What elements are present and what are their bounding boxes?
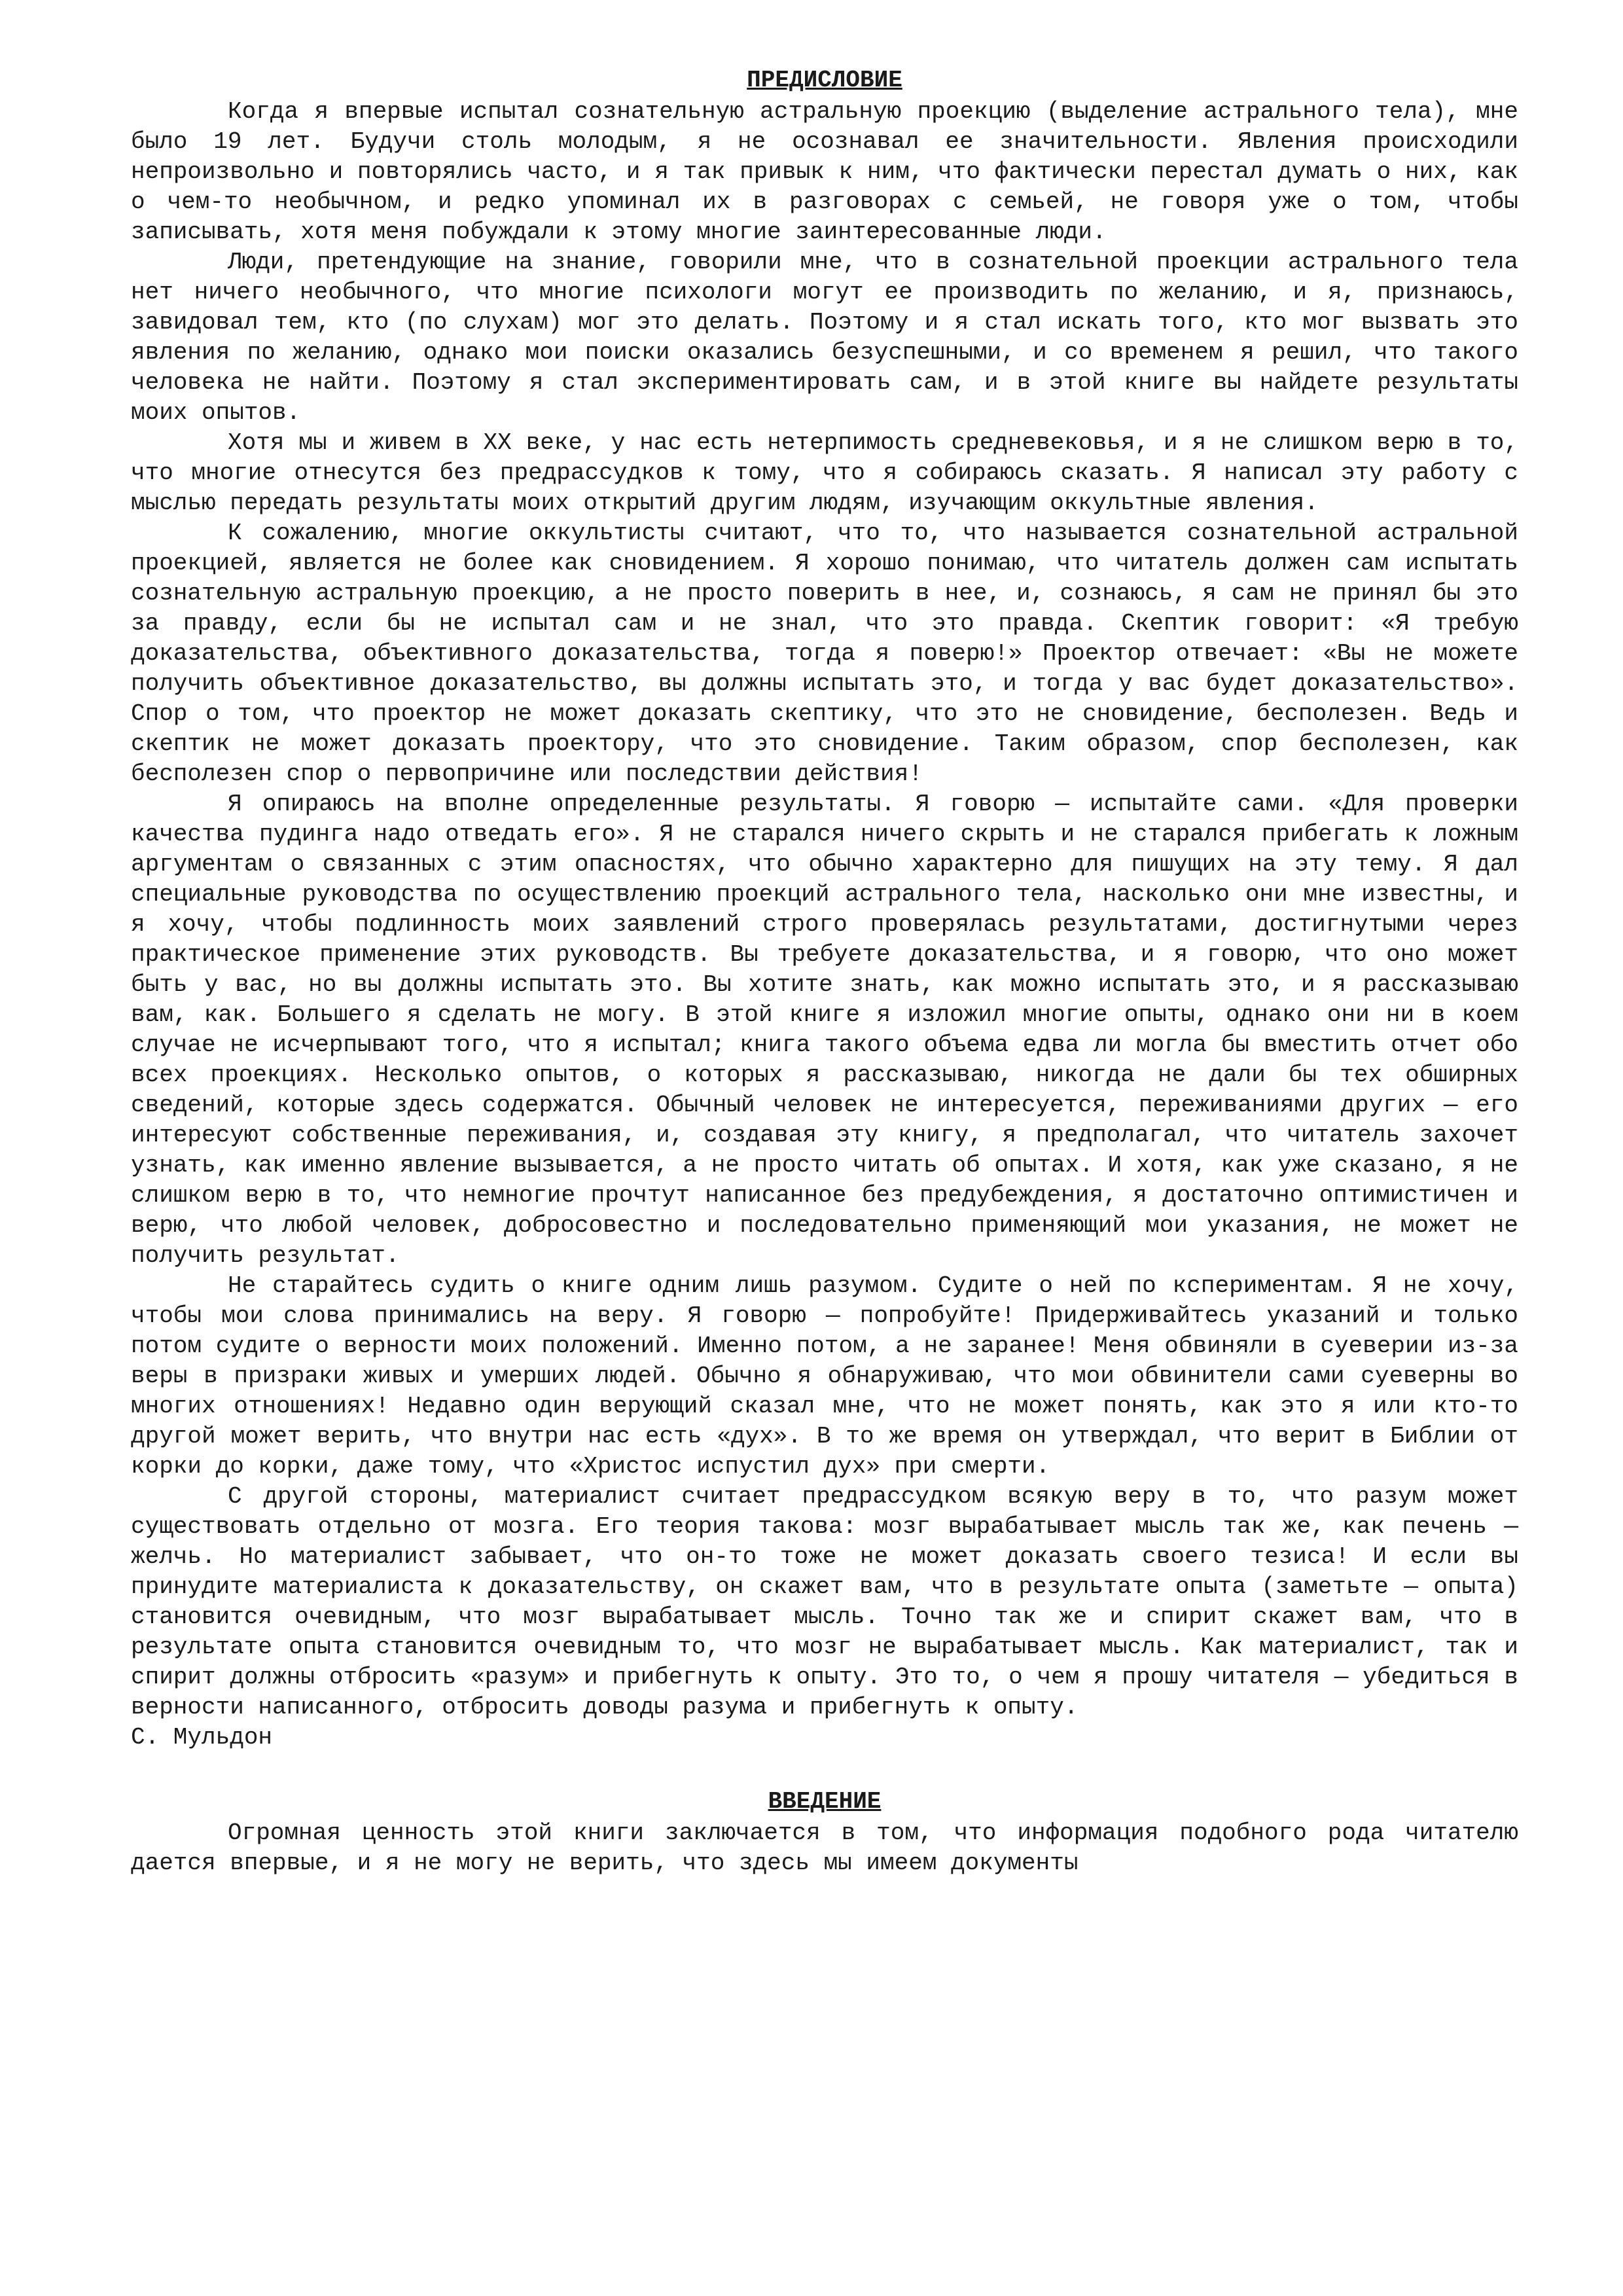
document-page xyxy=(131,65,1518,1878)
preface-paragraph-6: Не старайтесь судить о книге одним лишь разумом. Судите о ней по кспериментам. Я не хочу, чтобы мои слова принимались на веру. Я говорю — попробуйте! Придерживайтесь указаний и только потом судите о верности моих положений. Именно потом, а не заранее! Меня обвиняли в суеверии из-за веры в призраки живых и умерших людей. Обычно я обнаруживаю, что мои обвинители сами суеверны во многих отношениях! Недавно один верующий сказал мне, что не может понять, как это я или кто-то другой может верить, что внутри нас есть «дух». В то же время он утверждал, что верит в Библии от корки до корки, даже тому, что «Христос испустил дух» при смерти. xyxy=(131,1272,1518,1480)
introduction-paragraph-1: Огромная ценность этой книги заключается в том, что информация подобного рода читателю дается впервые, и я не могу не верить, что здесь мы имеем документы xyxy=(131,1820,1518,1876)
preface-paragraph-3: Хотя мы и живем в XX веке, у нас есть нетерпимость средневековья, и я не слишком верю в то, что многие отнесутся без предрассудков к тому, что я собираюсь сказать. Я написал эту работу с мыслью передать результаты моих открытий другим людям, изучающим оккультные явления. xyxy=(131,429,1518,516)
preface-paragraph-4: К сожалению, многие оккультисты считают, что то, что называется сознательной астральной проекцией, является не более как сновидением. Я хорошо понимаю, что читатель должен сам испытать сознательную астральную проекцию, а не просто поверить в нее, и, сознаюсь, я сам не принял бы это за правду, если бы не испытал сам и не знал, что это правда. Скептик говорит: «Я требую доказательства, объективного доказательства, тогда я поверю!» Проектор отвечает: «Вы не можете получить объективное доказательство, вы должны испытать это, и тогда у вас будет доказательство». Спор о том, что проектор не может доказать скептику, что это не сновидение, бесполезен. Ведь и скептик не может доказать проектору, что это сновидение. Таким образом, спор бесполезен, как бесполезен спор о первопричине или последствии действия! xyxy=(131,520,1518,787)
preface-paragraph-1: Когда я впервые испытал сознательную астральную проекцию (выделение астрального тела), мне было 19 лет. Будучи столь молодым, я не осознавал ее значительности. Явления происходили непроизвольно и повторялись часто, и я так привык к ним, что фактически перестал думать о них, как о чем-то необычном, и редко упоминал их в разговорах с семьей, не говоря уже о том, чтобы записывать, хотя меня побуждали к этому многие заинтересованные люди. xyxy=(131,98,1518,245)
preface-paragraph-2: Люди, претендующие на знание, говорили мне, что в сознательной проекции астрального тела нет ничего необычного, что многие психологи могут ее производить по желанию, и я, признаюсь, завидовал тем, кто (по слухам) мог это делать. Поэтому и я стал искать того, кто мог вызвать это явления по желанию, однако мои поиски оказались безуспешными, и со временем я решил, что такого человека не найти. Поэтому я стал экспериментировать сам, и в этой книге вы найдете результаты моих опытов. xyxy=(131,249,1518,426)
introduction-heading: ВВЕДЕНИЕ xyxy=(768,1788,882,1815)
preface-paragraph-5: Я опираюсь на вполне определенные результаты. Я говорю — испытайте сами. «Для проверки качества пудинга надо отведать его». Я не старался ничего скрыть и не старался прибегать к ложным аргументам о связанных с этим опасностях, что обычно характерно для пишущих на эту тему. Я дал специальные руководства по осуществлению проекций астрального тела, насколько они мне известны, и я хочу, чтобы подлинность моих заявлений строго проверялась результатами, достигнутыми через практическое применение этих руководств. Вы требуете доказательства, и я говорю, что оно может быть у вас, но вы должны испытать это. Вы хотите знать, как можно испытать это, и я рассказываю вам, как. Большего я сделать не могу. В этой книге я изложил многие опыты, однако они ни в коем случае не исчерпывают того, что я испытал; книга такого объема едва ли могла бы вместить отчет обо всех проекциях. Несколько опытов, о которых я рассказываю, никогда не дали бы тех обширных сведений, которые здесь содержатся. Обычный человек не интересуется, переживаниями других — его интересуют собственные переживания, и, создавая эту книгу, я предполагал, что читатель захочет узнать, как именно явление вызывается, а не просто читать об опытах. И хотя, как уже сказано, я не слишком верю в то, что немногие прочтут написанное без предубеждения, я достаточно оптимистичен и верю, что любой человек, добросовестно и последовательно применяющий мои указания, не может не получить результат. xyxy=(131,791,1518,1269)
preface-signature: С. Мульдон xyxy=(131,1724,273,1751)
preface-heading: ПРЕДИСЛОВИЕ xyxy=(747,67,902,94)
preface-paragraph-7: С другой стороны, материалист считает предрассудком всякую веру в то, что разум может существовать отдельно от мозга. Его теория такова: мозг вырабатывает мысль так же, как печень — желчь. Но материалист забывает, что он-то тоже не может доказать своего тезиса! И если вы принудите материалиста к доказательству, он скажет вам, что в результате опыта (заметьте — опыта) становится очевидным, что мозг вырабатывает мысль. Точно так же и спирит скажет вам, что в результате опыта становится очевидным то, что мозг не вырабатывает мысль. Как материалист, так и спирит должны отбросить «разум» и прибегнуть к опыту. Это то, о чем я прошу читателя — убедиться в верности написанного, отбросить доводы разума и прибегнуть к опыту. xyxy=(131,1483,1518,1721)
